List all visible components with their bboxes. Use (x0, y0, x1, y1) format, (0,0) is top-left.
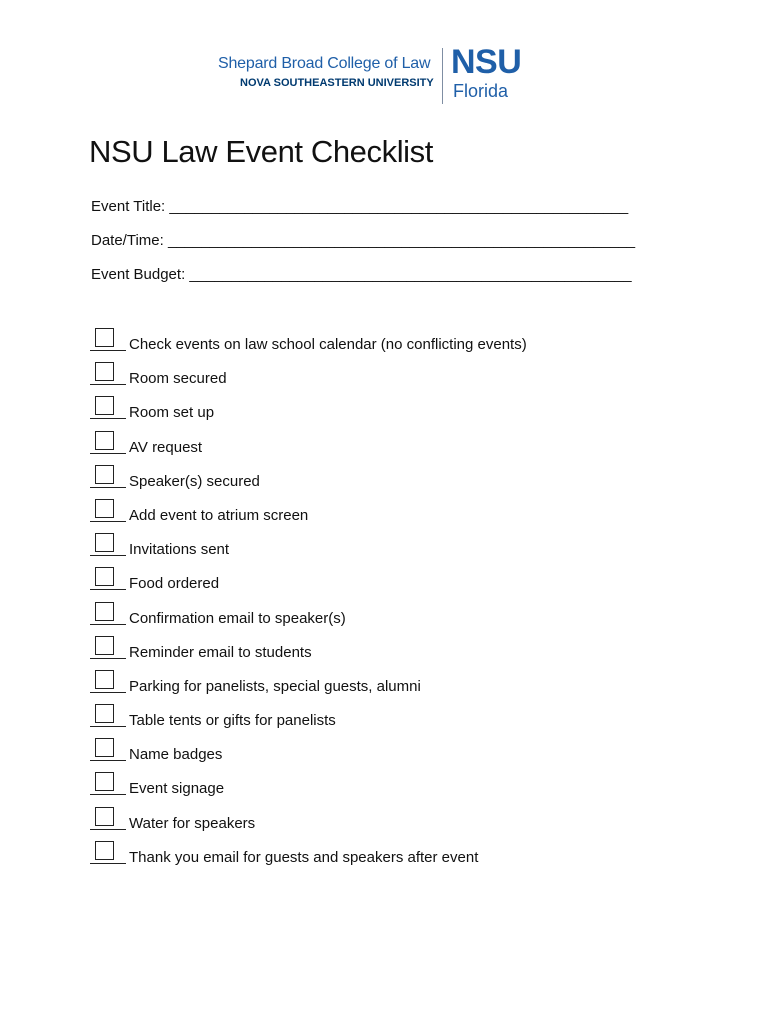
checklist-item-label: Check events on law school calendar (no conflicting events) (129, 336, 527, 353)
checklist-item-label: Name badges (129, 746, 223, 764)
checkbox-square-icon (95, 431, 114, 450)
checkbox-underline (90, 692, 126, 693)
checklist-item-label: Water for speakers (129, 814, 256, 832)
checkbox[interactable] (90, 700, 126, 730)
nsu-law-logo (218, 44, 558, 106)
checklist-item-label: Parking for panelists, special guests, alumni (129, 677, 421, 695)
checkbox-square-icon (95, 362, 114, 381)
checkbox-underline (90, 794, 126, 795)
checkbox-underline (90, 829, 126, 830)
checklist-item (90, 734, 527, 768)
checkbox-square-icon (95, 807, 114, 826)
checkbox-underline (90, 487, 126, 488)
checkbox[interactable] (90, 666, 126, 696)
checklist-item (90, 563, 527, 597)
checklist-item-label: AV request (129, 438, 203, 456)
checkbox-square-icon (95, 772, 114, 791)
checklist-item (90, 392, 527, 426)
checklist-item-label: Add event to atrium screen (129, 506, 309, 524)
checklist-item (90, 427, 527, 461)
checkbox-underline (90, 521, 126, 522)
checkbox-square-icon (95, 499, 114, 518)
checkbox-square-icon (95, 602, 114, 621)
checkbox-square-icon (95, 328, 114, 347)
checkbox[interactable] (90, 598, 126, 628)
logo-florida-wordmark: Florida (453, 81, 509, 101)
checklist-item (90, 598, 527, 632)
logo-university-name: NOVA SOUTHEASTERN UNIVERSITY (240, 77, 434, 89)
checkbox-square-icon (95, 841, 114, 860)
checkbox-square-icon (95, 636, 114, 655)
checklist-item (90, 768, 527, 802)
checkbox[interactable] (90, 803, 126, 833)
checklist-item (90, 358, 527, 392)
checkbox-underline (90, 418, 126, 419)
checkbox[interactable] (90, 734, 126, 764)
page-title: NSU Law Event Checklist (89, 134, 433, 169)
checkbox[interactable] (90, 529, 126, 559)
checkbox-underline (90, 384, 126, 385)
checklist-item-label: Thank you email for guests and speakers after event (129, 848, 479, 866)
checkbox-underline (90, 453, 126, 454)
checklist-item-label: Speaker(s) secured (129, 472, 260, 490)
event-title-field[interactable]: Event Title: _______________________________________________________ (91, 198, 629, 215)
checklist-item (90, 324, 527, 358)
checklist-item (90, 700, 527, 734)
checkbox[interactable] (90, 495, 126, 525)
checkbox-square-icon (95, 533, 114, 552)
checkbox[interactable] (90, 632, 126, 662)
checklist-item-label: Table tents or gifts for panelists (129, 712, 336, 730)
checklist-item (90, 666, 527, 700)
checkbox[interactable] (90, 392, 126, 422)
logo-nsu-wordmark: NSU (451, 43, 522, 81)
checklist-item (90, 461, 527, 495)
logo-divider (442, 48, 443, 104)
checkbox[interactable] (90, 358, 126, 388)
checklist-item-label: Reminder email to students (129, 643, 312, 661)
checkbox-underline (90, 555, 126, 556)
checkbox-square-icon (95, 704, 114, 723)
checkbox-square-icon (95, 567, 114, 586)
checklist-item-label: Food ordered (129, 575, 220, 593)
checklist-item-label: Room set up (129, 404, 215, 422)
event-budget-field[interactable]: Event Budget: _____________________________________________________ (91, 266, 632, 283)
logo-college-name: Shepard Broad College of Law (218, 55, 431, 72)
checkbox-square-icon (95, 465, 114, 484)
checkbox-underline (90, 760, 126, 761)
checklist-item-label: Room secured (129, 370, 227, 388)
checkbox-underline (90, 658, 126, 659)
checkbox[interactable] (90, 427, 126, 457)
checkbox[interactable] (90, 837, 126, 867)
checkbox[interactable] (90, 324, 126, 354)
checkbox-square-icon (95, 396, 114, 415)
event-checklist (90, 324, 527, 871)
checkbox-square-icon (95, 670, 114, 689)
checkbox[interactable] (90, 563, 126, 593)
checkbox[interactable] (90, 461, 126, 491)
checklist-item-label: Event signage (129, 780, 225, 798)
checklist-item (90, 803, 527, 837)
checklist-item (90, 837, 527, 871)
checklist-item (90, 495, 527, 529)
checkbox-underline (90, 350, 126, 351)
checkbox[interactable] (90, 768, 126, 798)
checkbox-underline (90, 589, 126, 590)
checkbox-underline (90, 726, 126, 727)
checklist-item-label: Confirmation email to speaker(s) (129, 609, 346, 627)
checklist-item (90, 632, 527, 666)
checkbox-square-icon (95, 738, 114, 757)
checklist-item (90, 529, 527, 563)
checklist-item-label: Invitations sent (129, 541, 230, 559)
checkbox-underline (90, 863, 126, 864)
date-time-field[interactable]: Date/Time: ________________________________________________________ (91, 232, 636, 249)
checkbox-underline (90, 624, 126, 625)
